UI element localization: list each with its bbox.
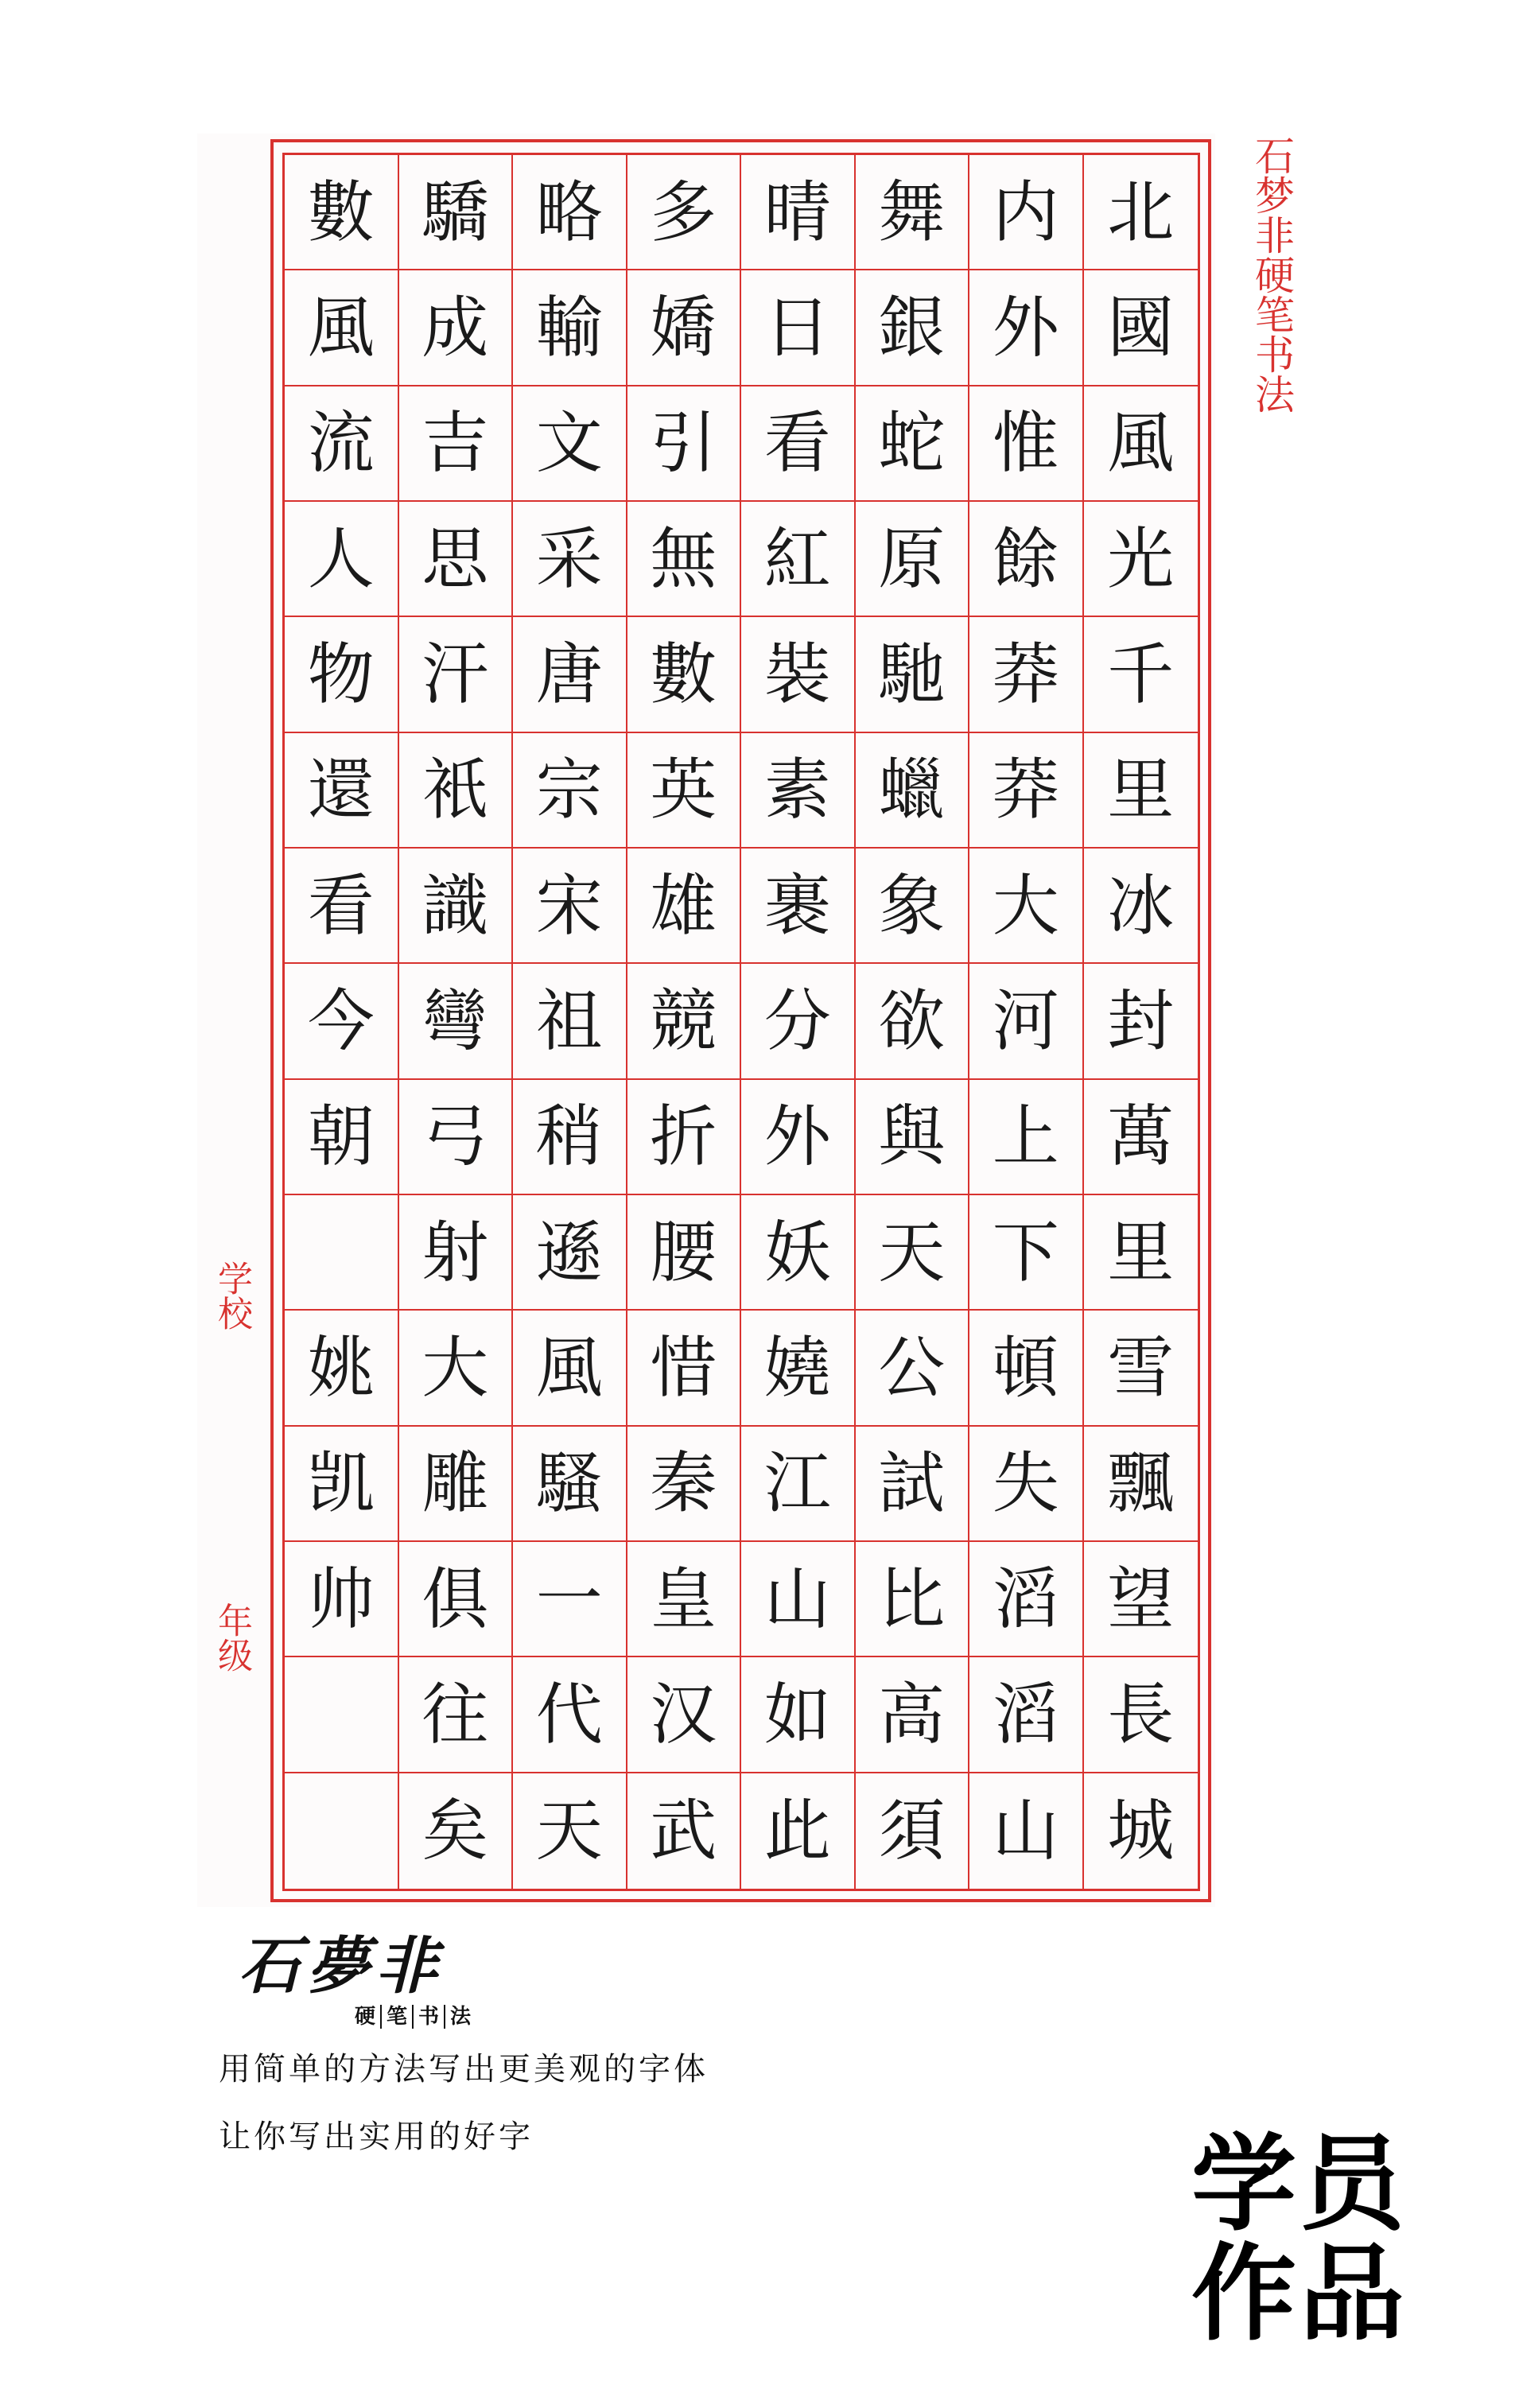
- grid-cell: 飄: [1084, 1427, 1198, 1542]
- badge-line: 作品: [1191, 2233, 1408, 2356]
- grid-cell: 國: [1084, 270, 1198, 386]
- grid-cell: 封: [1084, 964, 1198, 1079]
- grid-cell: 汉: [627, 1657, 742, 1773]
- grid-cell: 矣: [399, 1773, 514, 1889]
- grid-cell: 驕: [399, 155, 514, 270]
- grid-cell: 妖: [741, 1195, 856, 1311]
- grid-cell: 長: [1084, 1657, 1198, 1773]
- grid-cell: 里: [1084, 1195, 1198, 1311]
- grid-cell: 頓: [969, 1311, 1084, 1426]
- student-work-badge: [1191, 2123, 1408, 2356]
- tagline-1: 用简单的方法写出更美观的字体: [219, 2051, 709, 2088]
- grid-cell: 衹: [399, 733, 514, 849]
- grid-cell: 宗: [513, 733, 627, 849]
- grid-cell: 識: [399, 849, 514, 964]
- grid-cell: 紅: [741, 502, 856, 617]
- brand-vertical-title: 石梦非硬笔书法: [1249, 135, 1295, 414]
- grid-cell: 采: [513, 502, 627, 617]
- grid-cell: 里: [1084, 733, 1198, 849]
- grid-cell: 蛇: [856, 386, 970, 502]
- grid-cell: 裝: [741, 617, 856, 732]
- grid-cell: 山: [969, 1773, 1084, 1889]
- grid-cell: 姚: [285, 1311, 399, 1426]
- grid-cell: 蠟: [856, 733, 970, 849]
- grid-cell: 銀: [856, 270, 970, 386]
- grid-cell: 人: [285, 502, 399, 617]
- grid-cell: 數: [627, 617, 742, 732]
- school-label: 学校: [212, 1260, 252, 1330]
- grid-cell: 看: [285, 849, 399, 964]
- grid-cell: 原: [856, 502, 970, 617]
- grid-cell: 餘: [969, 502, 1084, 617]
- logo-subtitle-char: 硬: [350, 2005, 382, 2029]
- grid-cell: 嬌: [627, 270, 742, 386]
- grid-cell: 失: [969, 1427, 1084, 1542]
- grid-cell: 唐: [513, 617, 627, 732]
- grid-cell: 今: [285, 964, 399, 1079]
- grid-cell: 日: [741, 270, 856, 386]
- grid-cell: 思: [399, 502, 514, 617]
- grid-cell: 萬: [1084, 1080, 1198, 1195]
- grid-cell: 騷: [513, 1427, 627, 1542]
- grid-cell: 外: [969, 270, 1084, 386]
- logo-subtitle: [350, 2000, 476, 2029]
- calligraphy-grid: [282, 153, 1200, 1891]
- grid-cell: 冰: [1084, 849, 1198, 964]
- grid-cell: 高: [856, 1657, 970, 1773]
- grid-cell: 英: [627, 733, 742, 849]
- grid-cell: 雪: [1084, 1311, 1198, 1426]
- grid-cell: 腰: [627, 1195, 742, 1311]
- grid-cell: [285, 1195, 399, 1311]
- grid-cell: 上: [969, 1080, 1084, 1195]
- grade-label: 年级: [212, 1602, 252, 1672]
- grid-cell: 競: [627, 964, 742, 1079]
- grid-cell: 比: [856, 1542, 970, 1657]
- grid-cell: 與: [856, 1080, 970, 1195]
- grid-cell: 内: [969, 155, 1084, 270]
- grid-cell: 代: [513, 1657, 627, 1773]
- grid-cell: 朝: [285, 1080, 399, 1195]
- grid-cell: 千: [1084, 617, 1198, 732]
- grid-cell: 風: [285, 270, 399, 386]
- grid-cell: 晴: [741, 155, 856, 270]
- grid-cell: 遜: [513, 1195, 627, 1311]
- grid-cell: 此: [741, 1773, 856, 1889]
- grid-cell: 引: [627, 386, 742, 502]
- grid-cell: 彎: [399, 964, 514, 1079]
- grid-cell: 稍: [513, 1080, 627, 1195]
- grid-cell: 北: [1084, 155, 1198, 270]
- grid-cell: 宋: [513, 849, 627, 964]
- grid-cell: 祖: [513, 964, 627, 1079]
- grid-cell: 流: [285, 386, 399, 502]
- grid-cell: 舞: [856, 155, 970, 270]
- grid-cell: 山: [741, 1542, 856, 1657]
- grid-cell: 汗: [399, 617, 514, 732]
- grid-cell: 凯: [285, 1427, 399, 1542]
- grid-cell: 成: [399, 270, 514, 386]
- grid-cell: 裹: [741, 849, 856, 964]
- grid-cell: 一: [513, 1542, 627, 1657]
- grid-cell: 無: [627, 502, 742, 617]
- grid-cell: 象: [856, 849, 970, 964]
- grid-cell: 須: [856, 1773, 970, 1889]
- grid-cell: 弓: [399, 1080, 514, 1195]
- grid-cell: 欲: [856, 964, 970, 1079]
- grid-cell: 素: [741, 733, 856, 849]
- grid-cell: 俱: [399, 1542, 514, 1657]
- grid-cell: 下: [969, 1195, 1084, 1311]
- grid-cell: 馳: [856, 617, 970, 732]
- grid-cell: 數: [285, 155, 399, 270]
- grid-cell: 往: [399, 1657, 514, 1773]
- grid-cell: 大: [399, 1311, 514, 1426]
- grid-cell: 天: [513, 1773, 627, 1889]
- logo-subtitle-char: 书: [414, 2005, 445, 2029]
- grid-cell: 大: [969, 849, 1084, 964]
- grid-cell: 公: [856, 1311, 970, 1426]
- grid-cell: 滔: [969, 1657, 1084, 1773]
- grid-cell: 物: [285, 617, 399, 732]
- grid-cell: 天: [856, 1195, 970, 1311]
- grid-cell: 風: [513, 1311, 627, 1426]
- grid-cell: 皇: [627, 1542, 742, 1657]
- grid-cell: 帅: [285, 1542, 399, 1657]
- grid-cell: 如: [741, 1657, 856, 1773]
- grid-cell: 略: [513, 155, 627, 270]
- grid-cell: 雄: [627, 849, 742, 964]
- logo-subtitle-char: 笔: [382, 2005, 414, 2029]
- grid-cell: 武: [627, 1773, 742, 1889]
- grid-cell: 還: [285, 733, 399, 849]
- grid-cell: 莽: [969, 733, 1084, 849]
- logo-name: 石夢非: [239, 1930, 445, 2002]
- grid-cell: 風: [1084, 386, 1198, 502]
- grid-cell: [285, 1657, 399, 1773]
- grid-cell: 看: [741, 386, 856, 502]
- grid-cell: 多: [627, 155, 742, 270]
- grid-cell: 惜: [627, 1311, 742, 1426]
- tagline-2: 让你写出实用的好字: [219, 2119, 534, 2155]
- grid-cell: 嬈: [741, 1311, 856, 1426]
- grid-cell: 秦: [627, 1427, 742, 1542]
- grid-cell: 莽: [969, 617, 1084, 732]
- grid-cell: 分: [741, 964, 856, 1079]
- logo-subtitle-char: 法: [450, 2005, 472, 2029]
- grid-cell: 滔: [969, 1542, 1084, 1657]
- grid-cell: 射: [399, 1195, 514, 1311]
- grid-cell: 折: [627, 1080, 742, 1195]
- grid-cell: 試: [856, 1427, 970, 1542]
- grid-cell: 輸: [513, 270, 627, 386]
- grid-cell: 文: [513, 386, 627, 502]
- grid-cell: 惟: [969, 386, 1084, 502]
- grid-cell: 雕: [399, 1427, 514, 1542]
- grid-cell: 吉: [399, 386, 514, 502]
- grid-cell: 城: [1107, 1792, 1175, 1870]
- grid-cell: 望: [1084, 1542, 1198, 1657]
- grid-cell: [285, 1773, 399, 1889]
- grid-cell: 光: [1084, 502, 1198, 617]
- grid-cell: 河: [969, 964, 1084, 1079]
- grid-cell: 外: [741, 1080, 856, 1195]
- grid-cell: 江: [741, 1427, 856, 1542]
- badge-line: 学员: [1191, 2123, 1408, 2246]
